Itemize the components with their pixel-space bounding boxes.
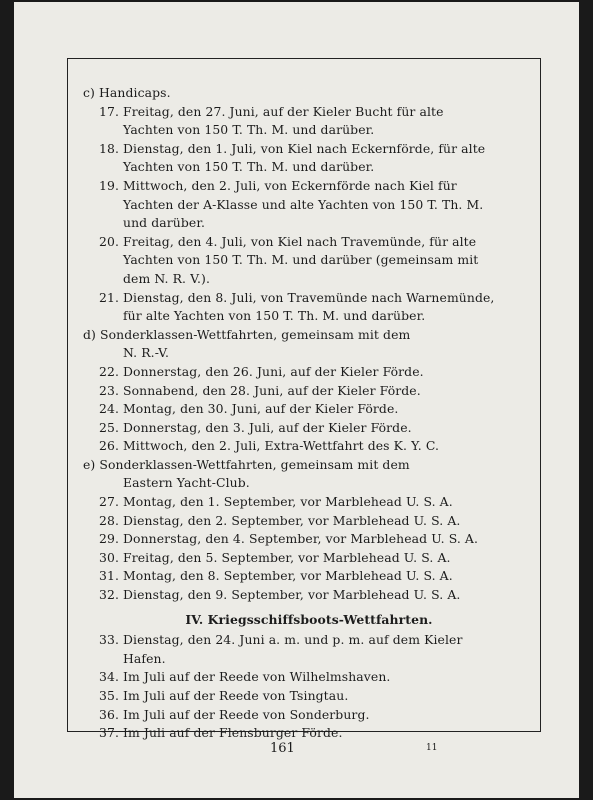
printer-signature: 11: [426, 743, 438, 753]
list-item: [83, 530, 535, 549]
section-heading: e) Sonderklassen-Wettfahrten, gemeinsam mit dem: [83, 456, 410, 472]
item-line: Donnerstag, den 26. Juni, auf der Kieler Förde.: [123, 363, 424, 379]
list-item: [83, 631, 535, 668]
item-line: Donnerstag, den 3. Juli, auf der Kieler Förde.: [123, 419, 412, 435]
item-text: [123, 631, 535, 668]
item-number: 22.: [98, 363, 119, 379]
item-text: [123, 586, 535, 605]
item-line: Mittwoch, den 2. Juli, von Eckernförde nach Kiel für: [123, 177, 457, 193]
item-text: [123, 233, 535, 289]
item-line: Freitag, den 27. Juni, auf der Kieler Bucht für alte: [123, 103, 444, 119]
section-d-sonderklassen: [83, 326, 535, 456]
section-e-sonderklassen-eastern: [83, 456, 535, 605]
item-number: 28.: [98, 512, 119, 528]
list-item: [83, 289, 535, 326]
section-iv-kriegsschiffsboots: [83, 631, 535, 743]
item-text: [123, 103, 535, 140]
section-heading: d) Sonderklassen-Wettfahrten, gemeinsam mit dem: [83, 326, 411, 342]
item-text: [123, 512, 535, 531]
item-text: [123, 400, 535, 419]
list-item: [83, 687, 535, 706]
item-text: [123, 363, 535, 382]
section-heading-continuation: Eastern Yacht-Club.: [123, 475, 250, 491]
item-line: Sonnabend, den 28. Juni, auf der Kieler Förde.: [123, 382, 421, 398]
item-text: [123, 140, 535, 177]
item-line: Yachten der A-Klasse und alte Yachten von 150 T. Th. M.: [123, 196, 484, 212]
item-line: Dienstag, den 24. Juni a. m. und p. m. auf dem Kieler: [123, 632, 463, 648]
item-number: 23.: [98, 382, 119, 398]
list-item: [83, 706, 535, 725]
item-line: Montag, den 30. Juni, auf der Kieler Förde.: [123, 401, 399, 417]
list-item: [83, 363, 535, 382]
item-number: 31.: [98, 568, 119, 584]
item-text: [123, 706, 535, 725]
item-number: 27.: [98, 494, 119, 510]
item-number: 20.: [98, 233, 119, 249]
item-text: [123, 437, 535, 456]
item-number: 32.: [98, 587, 119, 603]
list-item: [83, 724, 535, 743]
item-number: 37.: [98, 725, 119, 741]
item-number: 21.: [98, 289, 119, 305]
item-line: dem N. R. V.).: [123, 270, 210, 286]
item-number: 19.: [98, 177, 119, 193]
list-item: [83, 419, 535, 438]
item-text: [123, 687, 535, 706]
item-line: Im Juli auf der Flensburger Förde.: [123, 725, 343, 741]
item-text: [123, 493, 535, 512]
item-line: Im Juli auf der Reede von Sonderburg.: [123, 706, 370, 722]
item-line: Freitag, den 5. September, vor Marblehead U. S. A.: [123, 549, 451, 565]
item-line: Montag, den 1. September, vor Marblehead U. S. A.: [123, 494, 453, 510]
list-item: [83, 140, 535, 177]
list-item: [83, 233, 535, 289]
item-line: Mittwoch, den 2. Juli, Extra-Wettfahrt des K. Y. C.: [123, 438, 440, 454]
item-number: 24.: [98, 401, 119, 417]
item-number: 29.: [98, 531, 119, 547]
item-number: 26.: [98, 438, 119, 454]
item-text: [123, 382, 535, 401]
item-line: Donnerstag, den 4. September, vor Marblehead U. S. A.: [123, 531, 479, 547]
item-line: Dienstag, den 2. September, vor Marblehead U. S. A.: [123, 512, 461, 528]
section-heading-continuation: N. R.-V.: [123, 345, 169, 361]
item-number: 34.: [98, 669, 119, 685]
list-item: [83, 177, 535, 233]
item-number: 30.: [98, 549, 119, 565]
item-text: [123, 289, 535, 326]
item-line: Im Juli auf der Reede von Tsingtau.: [123, 688, 349, 703]
section-heading-iv: IV. Kriegsschiffsboots-Wettfahrten.: [185, 611, 433, 627]
list-item: [83, 103, 535, 140]
item-number: 25.: [98, 419, 119, 435]
list-item: [83, 512, 535, 531]
list-item: [83, 549, 535, 568]
item-number: 33.: [98, 632, 119, 648]
item-text: [123, 724, 535, 743]
item-line: Montag, den 8. September, vor Marblehead U. S. A.: [123, 568, 453, 584]
item-line: Im Juli auf der Reede von Wilhelmshaven.: [123, 669, 391, 685]
item-number: 17.: [98, 103, 119, 119]
item-line: Dienstag, den 9. September, vor Marblehead U. S. A.: [123, 587, 461, 603]
list-item: [83, 400, 535, 419]
item-line: Yachten von 150 T. Th. M. und darüber.: [123, 159, 375, 175]
item-line: Hafen.: [123, 650, 166, 666]
page-number: 161: [270, 741, 295, 756]
item-line: Freitag, den 4. Juli, von Kiel nach Travemünde, für alte: [123, 233, 477, 249]
list-item: [83, 586, 535, 605]
item-number: 18.: [98, 140, 119, 156]
list-item: [83, 382, 535, 401]
item-number: 36.: [98, 706, 119, 722]
page-body: [83, 84, 535, 743]
item-text: [123, 668, 535, 687]
item-text: [123, 177, 535, 233]
item-line: Dienstag, den 8. Juli, von Travemünde nach Warnemünde,: [123, 289, 495, 305]
item-line: Yachten von 150 T. Th. M. und darüber.: [123, 122, 375, 138]
list-item: [83, 437, 535, 456]
section-heading: c) Handicaps.: [83, 85, 171, 100]
list-item: [83, 668, 535, 687]
item-text: [123, 549, 535, 568]
item-line: für alte Yachten von 150 T. Th. M. und darüber.: [123, 308, 426, 324]
item-line: Dienstag, den 1. Juli, von Kiel nach Eckernförde, für alte: [123, 140, 486, 156]
list-item: [83, 493, 535, 512]
item-text: [123, 567, 535, 586]
item-text: [123, 419, 535, 438]
item-line: und darüber.: [123, 215, 206, 231]
section-c-handicaps: [83, 84, 535, 326]
list-item: [83, 567, 535, 586]
item-number: 35.: [98, 688, 119, 703]
item-text: [123, 530, 535, 549]
item-line: Yachten von 150 T. Th. M. und darüber (gemeinsam mit: [123, 252, 479, 268]
